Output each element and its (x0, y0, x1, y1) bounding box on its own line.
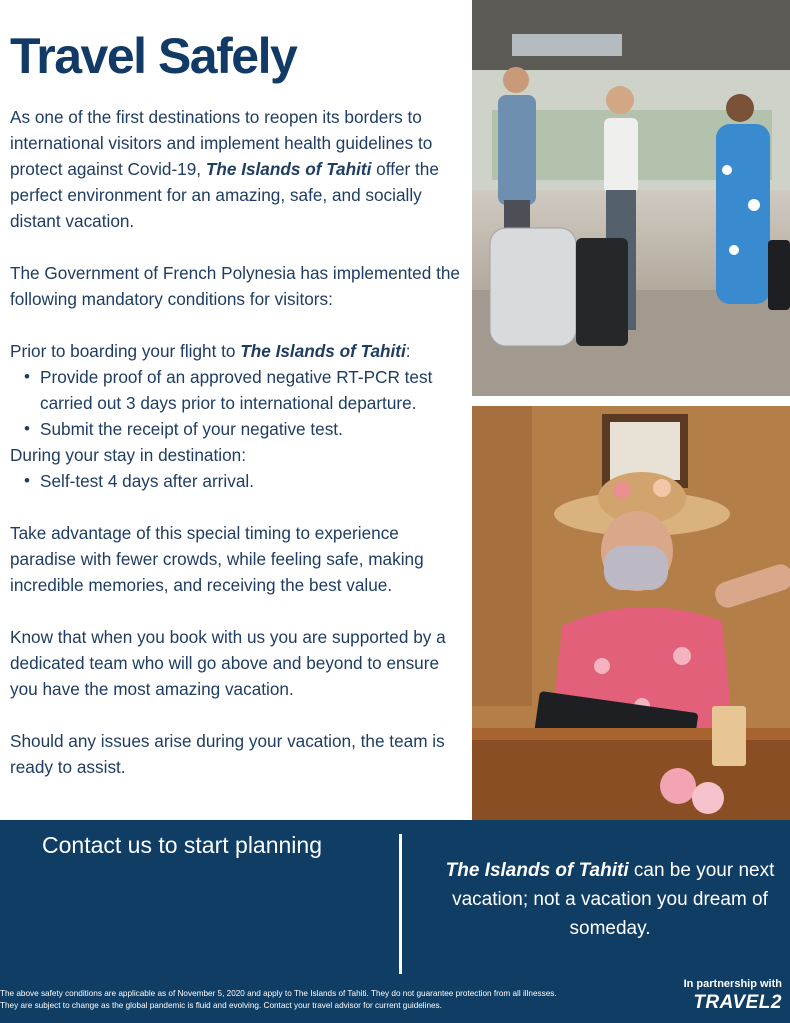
during-list (10, 468, 465, 494)
support-paragraph: Know that when you book with us you are supported by a dedicated team who will go above and beyond to ensure you have the most amazing vacation. (10, 627, 446, 699)
footer-tagline (420, 856, 790, 943)
disclaimer-line: The above safety conditions are applicable as of November 5, 2020 and apply to The Islands of Tahiti. They do not guarantee protection from all illnesses. (0, 989, 557, 998)
reception-illustration (472, 406, 790, 820)
timing-paragraph: Take advantage of this special timing to experience paradise with fewer crowds, while feeling safe, making incredible memories, and receiving the best value. (10, 523, 424, 595)
brand-name: The Islands of Tahiti (240, 341, 406, 361)
intro-text: As one of the first destinations to reopen its borders to international visitors and implement health guidelines to protect against Covid-19, (10, 107, 433, 179)
disclaimer (0, 988, 650, 1012)
intro-text-end: offer the perfect environment for an amazing, safe, and socially distant vacation. (10, 159, 439, 231)
during-heading: During your stay in destination: (10, 445, 246, 465)
disclaimer-line: They are subject to change as the global pandemic is fluid and evolving. Contact your travel advisor for current guidelines. (0, 1001, 442, 1010)
prior-list (10, 364, 465, 442)
page-title: Travel Safely (10, 28, 297, 84)
government-paragraph: The Government of French Polynesia has implemented the following mandatory conditions for visitors: (10, 263, 460, 309)
footer-divider (399, 834, 402, 974)
tagline-text: can be your next vacation; not a vacation you dream of someday. (452, 860, 775, 939)
airport-welcome-photo (472, 0, 790, 396)
prior-colon: : (405, 341, 411, 361)
prior-heading (10, 338, 465, 364)
brand-name: The Islands of Tahiti (445, 860, 629, 881)
list-item: • Provide proof of an approved negative RT-PCR test carried out 3 days prior to international departure. (22, 364, 465, 416)
list-item: • Self-test 4 days after arrival. (22, 468, 465, 494)
travel2-logo: TRAVEL2 (693, 992, 782, 1013)
partner-label: In partnership with (683, 978, 782, 990)
partner-block (684, 978, 782, 1014)
contact-cta[interactable]: Contact us to start planning (42, 832, 322, 858)
intro-paragraph (10, 104, 465, 234)
hotel-reception-photo (472, 406, 790, 820)
list-item: • Submit the receipt of your negative test. (22, 416, 465, 442)
airport-illustration (472, 0, 790, 396)
issues-paragraph: Should any issues arise during your vacation, the team is ready to assist. (10, 731, 445, 777)
prior-lead: Prior to boarding your flight to (10, 341, 241, 361)
brand-name: The Islands of Tahiti (205, 159, 372, 179)
article-body (10, 104, 465, 780)
footer-banner (0, 820, 790, 1023)
